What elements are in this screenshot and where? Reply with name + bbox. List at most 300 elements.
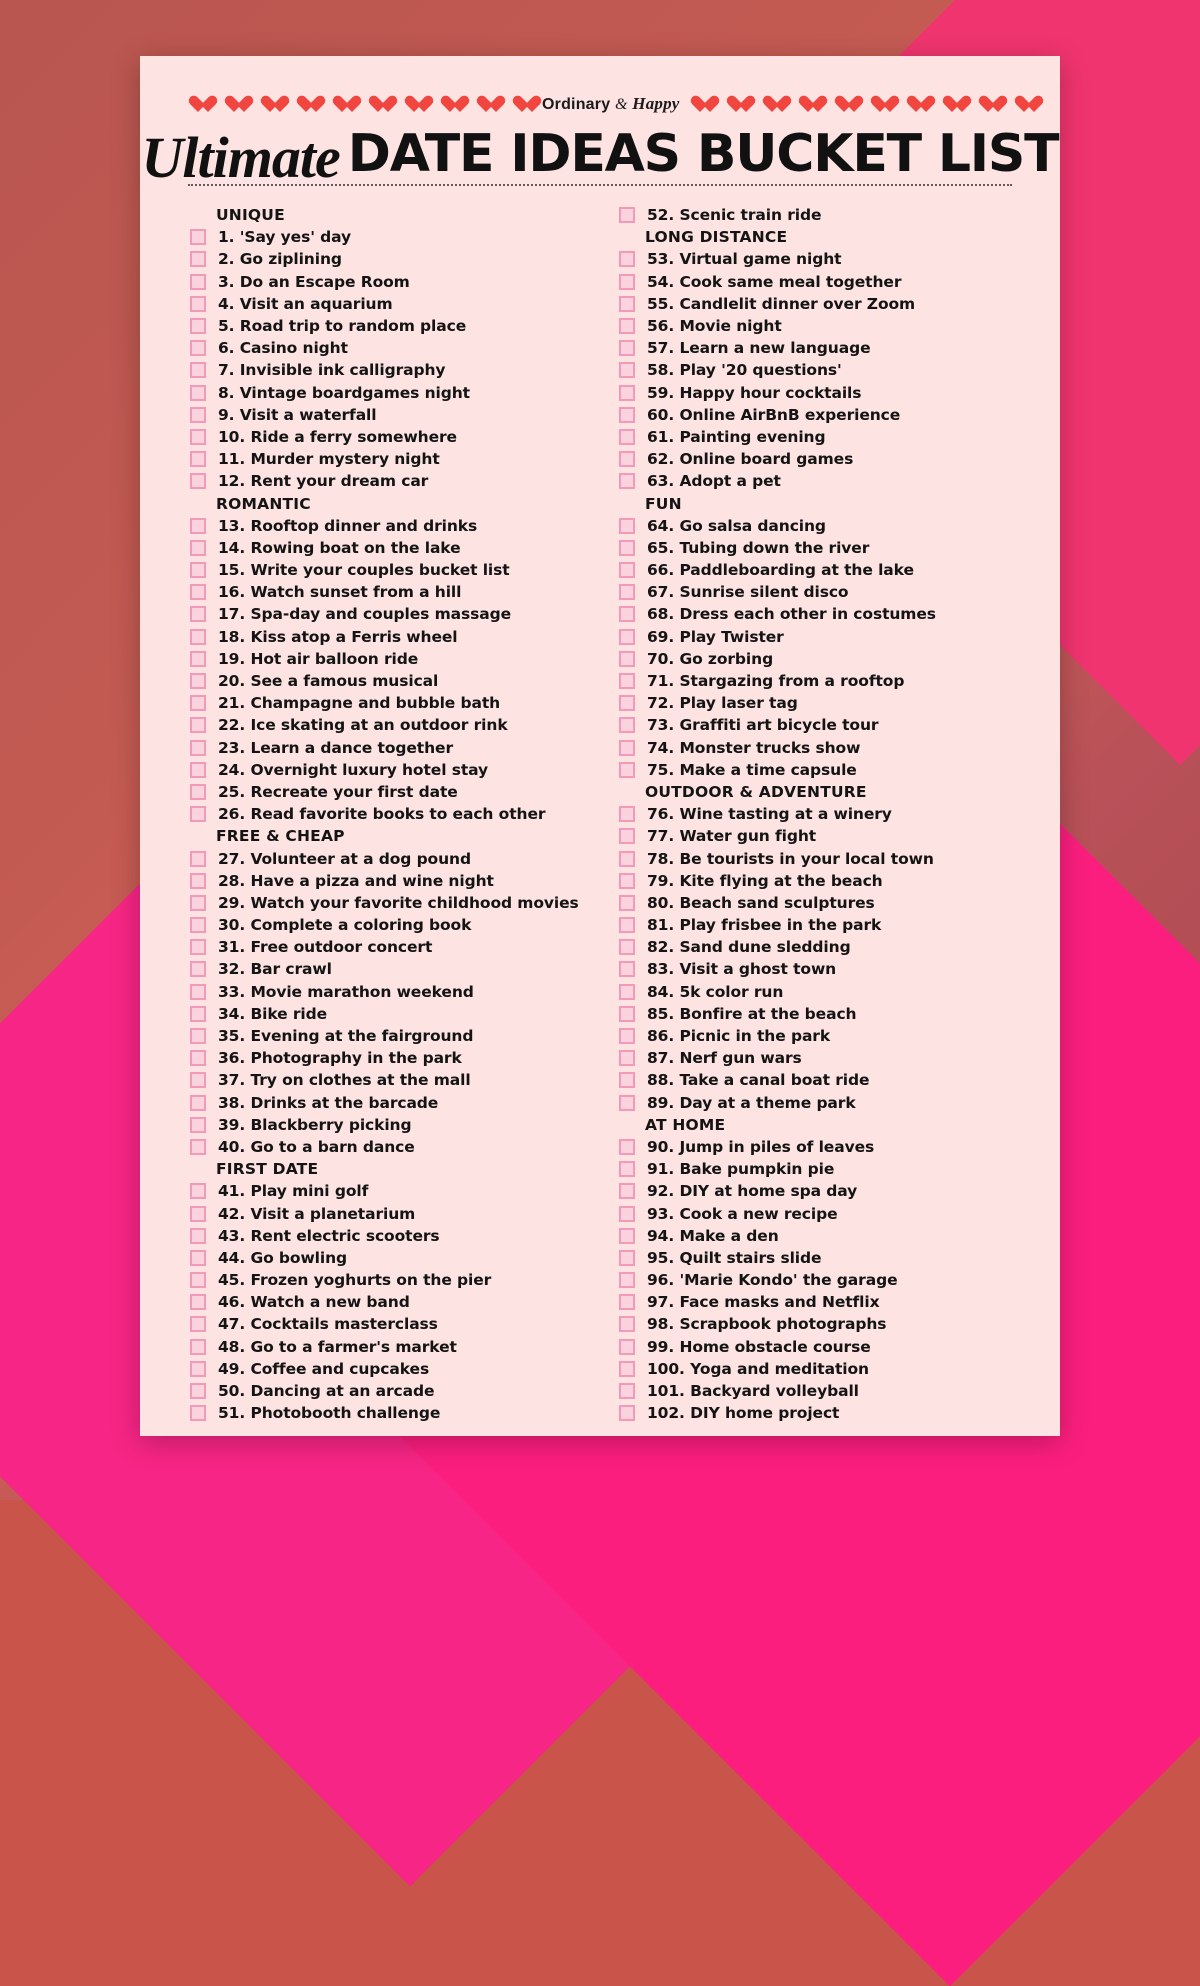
list-item[interactable] xyxy=(190,271,595,293)
list-item[interactable] xyxy=(190,1092,595,1114)
checkbox[interactable] xyxy=(619,717,635,733)
list-item-label: 60. Online AirBnB experience xyxy=(647,405,901,424)
checkbox[interactable] xyxy=(190,296,206,312)
list-item-label: 17. Spa-day and couples massage xyxy=(218,605,512,624)
list-item-label: 63. Adopt a pet xyxy=(647,472,781,491)
list-item[interactable] xyxy=(190,559,595,581)
list-item[interactable] xyxy=(190,448,595,470)
list-item[interactable] xyxy=(190,1180,595,1202)
checkbox[interactable] xyxy=(190,1095,206,1111)
heart-icon xyxy=(368,94,388,114)
list-item[interactable] xyxy=(190,759,595,781)
category-label: FUN xyxy=(645,494,682,513)
list-item-label: 71. Stargazing from a rooftop xyxy=(647,672,905,691)
list-item-label: 9. Visit a waterfall xyxy=(218,405,377,424)
checkbox[interactable] xyxy=(190,318,206,334)
heart-icon xyxy=(296,94,316,114)
list-item[interactable] xyxy=(190,958,595,980)
checkbox[interactable] xyxy=(190,806,206,822)
checkbox[interactable] xyxy=(190,1117,206,1133)
checkbox[interactable] xyxy=(619,562,635,578)
list-item[interactable] xyxy=(619,559,1024,581)
list-item[interactable] xyxy=(619,248,1024,270)
list-item-label: 34. Bike ride xyxy=(218,1004,328,1023)
list-item[interactable] xyxy=(190,648,595,670)
list-item[interactable] xyxy=(190,1402,595,1424)
list-item[interactable] xyxy=(190,1380,595,1402)
category-heading xyxy=(190,492,595,514)
list-item[interactable] xyxy=(619,581,1024,603)
list-item-label: 16. Watch sunset from a hill xyxy=(218,583,462,602)
checkbox[interactable] xyxy=(190,1339,206,1355)
checkbox[interactable] xyxy=(190,1139,206,1155)
checkbox[interactable] xyxy=(190,917,206,933)
list-item[interactable] xyxy=(619,936,1024,958)
checkbox[interactable] xyxy=(190,1228,206,1244)
list-item[interactable] xyxy=(190,1313,595,1335)
list-item[interactable] xyxy=(619,382,1024,404)
category-label: UNIQUE xyxy=(216,206,285,225)
category-label: ROMANTIC xyxy=(216,494,311,513)
list-item[interactable] xyxy=(190,426,595,448)
list-item[interactable] xyxy=(619,426,1024,448)
heart-icon xyxy=(1014,94,1034,114)
list-item-label: 80. Beach sand sculptures xyxy=(647,893,875,912)
list-item-label: 78. Be tourists in your local town xyxy=(647,849,934,868)
checkbox[interactable] xyxy=(190,740,206,756)
list-item-label: 65. Tubing down the river xyxy=(647,538,870,557)
checkbox[interactable] xyxy=(190,1206,206,1222)
checkbox[interactable] xyxy=(619,917,635,933)
checkbox[interactable] xyxy=(619,274,635,290)
list-item-label: 57. Learn a new language xyxy=(647,339,871,358)
checkbox[interactable] xyxy=(190,939,206,955)
checkbox[interactable] xyxy=(190,1050,206,1066)
list-item[interactable] xyxy=(619,359,1024,381)
dotted-divider xyxy=(188,184,1012,186)
list-item[interactable] xyxy=(619,714,1024,736)
category-label: FIRST DATE xyxy=(216,1160,319,1179)
checkbox[interactable] xyxy=(619,362,635,378)
checkbox[interactable] xyxy=(619,1072,635,1088)
checkbox[interactable] xyxy=(190,340,206,356)
checkbox[interactable] xyxy=(190,540,206,556)
list-item-label: 70. Go zorbing xyxy=(647,649,774,668)
list-item[interactable] xyxy=(619,404,1024,426)
list-item[interactable] xyxy=(190,1269,595,1291)
heart-icon xyxy=(690,94,710,114)
list-item[interactable] xyxy=(190,382,595,404)
list-item[interactable] xyxy=(619,1158,1024,1180)
list-item[interactable] xyxy=(619,1380,1024,1402)
checkbox[interactable] xyxy=(190,1405,206,1421)
list-item-label: 30. Complete a coloring book xyxy=(218,916,472,935)
list-item-label: 49. Coffee and cupcakes xyxy=(218,1359,430,1378)
list-item-label: 54. Cook same meal together xyxy=(647,272,902,291)
checkbox[interactable] xyxy=(190,695,206,711)
list-item-label: 32. Bar crawl xyxy=(218,960,332,979)
list-item[interactable] xyxy=(619,759,1024,781)
list-item-label: 5. Road trip to random place xyxy=(218,317,467,336)
list-item[interactable] xyxy=(619,1336,1024,1358)
list-item-label: 61. Painting evening xyxy=(647,427,826,446)
list-item[interactable] xyxy=(190,581,595,603)
list-item[interactable] xyxy=(619,870,1024,892)
list-item-label: 97. Face masks and Netflix xyxy=(647,1293,880,1312)
list-item[interactable] xyxy=(190,470,595,492)
list-item[interactable] xyxy=(619,1136,1024,1158)
checkbox[interactable] xyxy=(190,1028,206,1044)
checkbox[interactable] xyxy=(619,895,635,911)
checkbox[interactable] xyxy=(619,1028,635,1044)
list-item[interactable] xyxy=(619,1358,1024,1380)
list-item[interactable] xyxy=(190,1247,595,1269)
list-item[interactable] xyxy=(190,847,595,869)
checkbox[interactable] xyxy=(619,1361,635,1377)
checkbox[interactable] xyxy=(619,540,635,556)
list-item[interactable] xyxy=(619,1269,1024,1291)
checkbox[interactable] xyxy=(190,851,206,867)
checkbox[interactable] xyxy=(619,984,635,1000)
checkbox[interactable] xyxy=(190,473,206,489)
list-item[interactable] xyxy=(190,537,595,559)
list-item[interactable] xyxy=(190,692,595,714)
list-item[interactable] xyxy=(619,537,1024,559)
list-item-label: 100. Yoga and meditation xyxy=(647,1359,869,1378)
checkbox[interactable] xyxy=(619,673,635,689)
list-item-label: 55. Candlelit dinner over Zoom xyxy=(647,294,916,313)
checkbox[interactable] xyxy=(619,1272,635,1288)
list-item[interactable] xyxy=(190,1202,595,1224)
list-item-label: 20. See a famous musical xyxy=(218,672,439,691)
checkbox[interactable] xyxy=(190,873,206,889)
checkbox[interactable] xyxy=(190,1183,206,1199)
checkbox[interactable] xyxy=(619,1383,635,1399)
list-item[interactable] xyxy=(619,1225,1024,1247)
list-item-label: 40. Go to a barn dance xyxy=(218,1137,415,1156)
checkbox[interactable] xyxy=(619,1183,635,1199)
list-item-label: 2. Go ziplining xyxy=(218,250,342,269)
checkbox[interactable] xyxy=(619,1228,635,1244)
list-item[interactable] xyxy=(190,1114,595,1136)
checkbox[interactable] xyxy=(619,1161,635,1177)
checkbox[interactable] xyxy=(619,762,635,778)
list-item-label: 98. Scrapbook photographs xyxy=(647,1315,887,1334)
checkbox[interactable] xyxy=(619,385,635,401)
checkbox[interactable] xyxy=(190,629,206,645)
checkbox[interactable] xyxy=(619,740,635,756)
checkbox[interactable] xyxy=(619,584,635,600)
checkbox[interactable] xyxy=(190,961,206,977)
list-item[interactable] xyxy=(619,515,1024,537)
checkbox[interactable] xyxy=(190,1361,206,1377)
category-heading xyxy=(619,492,1024,514)
list-item[interactable] xyxy=(190,315,595,337)
checkbox[interactable] xyxy=(190,651,206,667)
list-item[interactable] xyxy=(190,737,595,759)
list-item-label: 79. Kite flying at the beach xyxy=(647,871,883,890)
list-item[interactable] xyxy=(190,337,595,359)
list-item-label: 77. Water gun fight xyxy=(647,827,817,846)
list-item[interactable] xyxy=(190,870,595,892)
checkbox[interactable] xyxy=(190,717,206,733)
list-item[interactable] xyxy=(619,1092,1024,1114)
list-item[interactable] xyxy=(190,670,595,692)
checklist-columns xyxy=(190,204,1024,1423)
checkbox[interactable] xyxy=(619,1050,635,1066)
checkbox[interactable] xyxy=(190,1006,206,1022)
list-item[interactable] xyxy=(190,404,595,426)
category-label: LONG DISTANCE xyxy=(645,228,788,247)
checkbox[interactable] xyxy=(619,518,635,534)
list-item[interactable] xyxy=(619,803,1024,825)
checkbox[interactable] xyxy=(619,407,635,423)
list-item-label: 72. Play laser tag xyxy=(647,694,798,713)
list-item-label: 14. Rowing boat on the lake xyxy=(218,538,461,557)
list-item-label: 43. Rent electric scooters xyxy=(218,1226,440,1245)
list-item[interactable] xyxy=(190,1136,595,1158)
hearts-left-group xyxy=(188,94,532,114)
list-item[interactable] xyxy=(190,781,595,803)
checkbox[interactable] xyxy=(619,939,635,955)
list-item[interactable] xyxy=(619,648,1024,670)
checkbox[interactable] xyxy=(619,1206,635,1222)
list-item[interactable] xyxy=(619,1069,1024,1091)
checkbox[interactable] xyxy=(619,961,635,977)
list-item[interactable] xyxy=(190,803,595,825)
heart-icon xyxy=(476,94,496,114)
list-item-label: 46. Watch a new band xyxy=(218,1293,410,1312)
list-item[interactable] xyxy=(190,914,595,936)
checkbox[interactable] xyxy=(619,695,635,711)
checklist-column-right xyxy=(619,204,1024,1423)
checkbox[interactable] xyxy=(190,584,206,600)
checkbox[interactable] xyxy=(619,1095,635,1111)
checkbox[interactable] xyxy=(190,251,206,267)
list-item[interactable] xyxy=(619,981,1024,1003)
checkbox[interactable] xyxy=(190,407,206,423)
checkbox[interactable] xyxy=(619,318,635,334)
checkbox[interactable] xyxy=(190,784,206,800)
list-item[interactable] xyxy=(619,825,1024,847)
list-item-label: 91. Bake pumpkin pie xyxy=(647,1160,835,1179)
list-item-label: 84. 5k color run xyxy=(647,982,784,1001)
list-item-label: 51. Photobooth challenge xyxy=(218,1404,441,1423)
list-item[interactable] xyxy=(190,626,595,648)
list-item-label: 33. Movie marathon weekend xyxy=(218,982,474,1001)
checkbox[interactable] xyxy=(619,651,635,667)
checkbox[interactable] xyxy=(190,429,206,445)
list-item[interactable] xyxy=(190,892,595,914)
list-item-label: 101. Backyard volleyball xyxy=(647,1382,859,1401)
list-item-label: 26. Read favorite books to each other xyxy=(218,805,546,824)
list-item[interactable] xyxy=(190,981,595,1003)
list-item[interactable] xyxy=(619,204,1024,226)
heart-icon xyxy=(224,94,244,114)
checkbox[interactable] xyxy=(619,340,635,356)
checkbox[interactable] xyxy=(190,1316,206,1332)
list-item-label: 38. Drinks at the barcade xyxy=(218,1093,439,1112)
list-item[interactable] xyxy=(619,1180,1024,1202)
brand-word-1: Ordinary xyxy=(542,96,611,113)
checkbox[interactable] xyxy=(190,1072,206,1088)
list-item[interactable] xyxy=(619,847,1024,869)
list-item[interactable] xyxy=(619,1202,1024,1224)
heart-icon xyxy=(834,94,854,114)
list-item[interactable] xyxy=(619,626,1024,648)
list-item[interactable] xyxy=(619,1402,1024,1424)
checkbox[interactable] xyxy=(190,606,206,622)
list-item[interactable] xyxy=(190,714,595,736)
list-item[interactable] xyxy=(619,293,1024,315)
list-item[interactable] xyxy=(619,315,1024,337)
list-item[interactable] xyxy=(190,603,595,625)
list-item[interactable] xyxy=(190,359,595,381)
category-label: FREE & CHEAP xyxy=(216,827,345,846)
list-item[interactable] xyxy=(619,337,1024,359)
checkbox[interactable] xyxy=(619,828,635,844)
checkbox[interactable] xyxy=(190,673,206,689)
checkbox[interactable] xyxy=(190,1294,206,1310)
heart-icon xyxy=(870,94,890,114)
list-item[interactable] xyxy=(619,271,1024,293)
heart-icon xyxy=(726,94,746,114)
list-item-label: 24. Overnight luxury hotel stay xyxy=(218,760,489,779)
checkbox[interactable] xyxy=(190,229,206,245)
checklist-column-left xyxy=(190,204,595,1423)
list-item-label: 47. Cocktails masterclass xyxy=(218,1315,438,1334)
list-item[interactable] xyxy=(190,1003,595,1025)
category-heading xyxy=(190,204,595,226)
checkbox[interactable] xyxy=(619,451,635,467)
list-item[interactable] xyxy=(619,1025,1024,1047)
list-item-label: 18. Kiss atop a Ferris wheel xyxy=(218,627,458,646)
list-item[interactable] xyxy=(190,226,595,248)
checkbox[interactable] xyxy=(619,473,635,489)
list-item[interactable] xyxy=(619,1047,1024,1069)
list-item-label: 36. Photography in the park xyxy=(218,1049,462,1068)
list-item[interactable] xyxy=(619,603,1024,625)
list-item[interactable] xyxy=(619,1291,1024,1313)
checkbox[interactable] xyxy=(619,1294,635,1310)
title-script-word: Ultimate xyxy=(141,125,340,190)
checkbox[interactable] xyxy=(190,518,206,534)
heart-icon xyxy=(404,94,424,114)
checkbox[interactable] xyxy=(190,1272,206,1288)
checkbox[interactable] xyxy=(190,895,206,911)
list-item[interactable] xyxy=(190,293,595,315)
list-item[interactable] xyxy=(190,515,595,537)
list-item[interactable] xyxy=(190,1336,595,1358)
list-item-label: 52. Scenic train ride xyxy=(647,206,822,225)
list-item-label: 53. Virtual game night xyxy=(647,250,842,269)
list-item[interactable] xyxy=(619,1247,1024,1269)
list-item[interactable] xyxy=(190,1069,595,1091)
list-item-label: 21. Champagne and bubble bath xyxy=(218,694,501,713)
checkbox[interactable] xyxy=(619,1316,635,1332)
list-item[interactable] xyxy=(619,670,1024,692)
list-item[interactable] xyxy=(190,1358,595,1380)
list-item-label: 93. Cook a new recipe xyxy=(647,1204,838,1223)
list-item-label: 92. DIY at home spa day xyxy=(647,1182,858,1201)
list-item-label: 82. Sand dune sledding xyxy=(647,938,851,957)
checkbox[interactable] xyxy=(190,1383,206,1399)
list-item[interactable] xyxy=(190,1291,595,1313)
list-item[interactable] xyxy=(619,737,1024,759)
list-item-label: 75. Make a time capsule xyxy=(647,760,857,779)
checkbox[interactable] xyxy=(619,1339,635,1355)
list-item[interactable] xyxy=(190,248,595,270)
list-item-label: 22. Ice skating at an outdoor rink xyxy=(218,716,508,735)
list-item[interactable] xyxy=(190,1025,595,1047)
list-item[interactable] xyxy=(619,892,1024,914)
checkbox[interactable] xyxy=(190,451,206,467)
list-item[interactable] xyxy=(619,470,1024,492)
checkbox[interactable] xyxy=(190,762,206,778)
category-heading xyxy=(619,226,1024,248)
list-item-label: 58. Play '20 questions' xyxy=(647,361,842,380)
category-heading xyxy=(619,1114,1024,1136)
list-item[interactable] xyxy=(619,1313,1024,1335)
checkbox[interactable] xyxy=(190,385,206,401)
list-item[interactable] xyxy=(190,1047,595,1069)
list-item-label: 13. Rooftop dinner and drinks xyxy=(218,516,478,535)
list-item-label: 83. Visit a ghost town xyxy=(647,960,837,979)
list-item-label: 59. Happy hour cocktails xyxy=(647,383,862,402)
checkbox[interactable] xyxy=(619,1006,635,1022)
category-heading xyxy=(190,825,595,847)
checkbox[interactable] xyxy=(619,629,635,645)
checkbox[interactable] xyxy=(619,1405,635,1421)
list-item-label: 88. Take a canal boat ride xyxy=(647,1071,870,1090)
list-item-label: 86. Picnic in the park xyxy=(647,1027,831,1046)
title-main-words: DATE IDEAS BUCKET LIST xyxy=(347,124,1059,184)
checkbox[interactable] xyxy=(190,562,206,578)
list-item-label: 96. 'Marie Kondo' the garage xyxy=(647,1271,898,1290)
list-item-label: 28. Have a pizza and wine night xyxy=(218,871,494,890)
list-item[interactable] xyxy=(619,448,1024,470)
checkbox[interactable] xyxy=(619,1139,635,1155)
checkbox[interactable] xyxy=(619,851,635,867)
checkbox[interactable] xyxy=(619,429,635,445)
checkbox[interactable] xyxy=(619,296,635,312)
printable-sheet xyxy=(140,56,1060,1436)
checkbox[interactable] xyxy=(619,251,635,267)
list-item-label: 95. Quilt stairs slide xyxy=(647,1248,822,1267)
checkbox[interactable] xyxy=(619,806,635,822)
list-item[interactable] xyxy=(619,1003,1024,1025)
brand-ampersand: & xyxy=(614,96,628,113)
checkbox[interactable] xyxy=(619,207,635,223)
list-item-label: 11. Murder mystery night xyxy=(218,450,440,469)
checkbox[interactable] xyxy=(619,1250,635,1266)
list-item[interactable] xyxy=(619,958,1024,980)
list-item-label: 42. Visit a planetarium xyxy=(218,1204,416,1223)
checkbox[interactable] xyxy=(190,1250,206,1266)
list-item-label: 25. Recreate your first date xyxy=(218,782,458,801)
list-item[interactable] xyxy=(190,1225,595,1247)
list-item[interactable] xyxy=(619,692,1024,714)
checkbox[interactable] xyxy=(190,274,206,290)
checkbox[interactable] xyxy=(190,362,206,378)
checkbox[interactable] xyxy=(619,873,635,889)
checkbox[interactable] xyxy=(190,984,206,1000)
list-item[interactable] xyxy=(619,914,1024,936)
list-item-label: 50. Dancing at an arcade xyxy=(218,1382,435,1401)
checkbox[interactable] xyxy=(619,606,635,622)
page-title xyxy=(140,124,1060,191)
list-item[interactable] xyxy=(190,936,595,958)
